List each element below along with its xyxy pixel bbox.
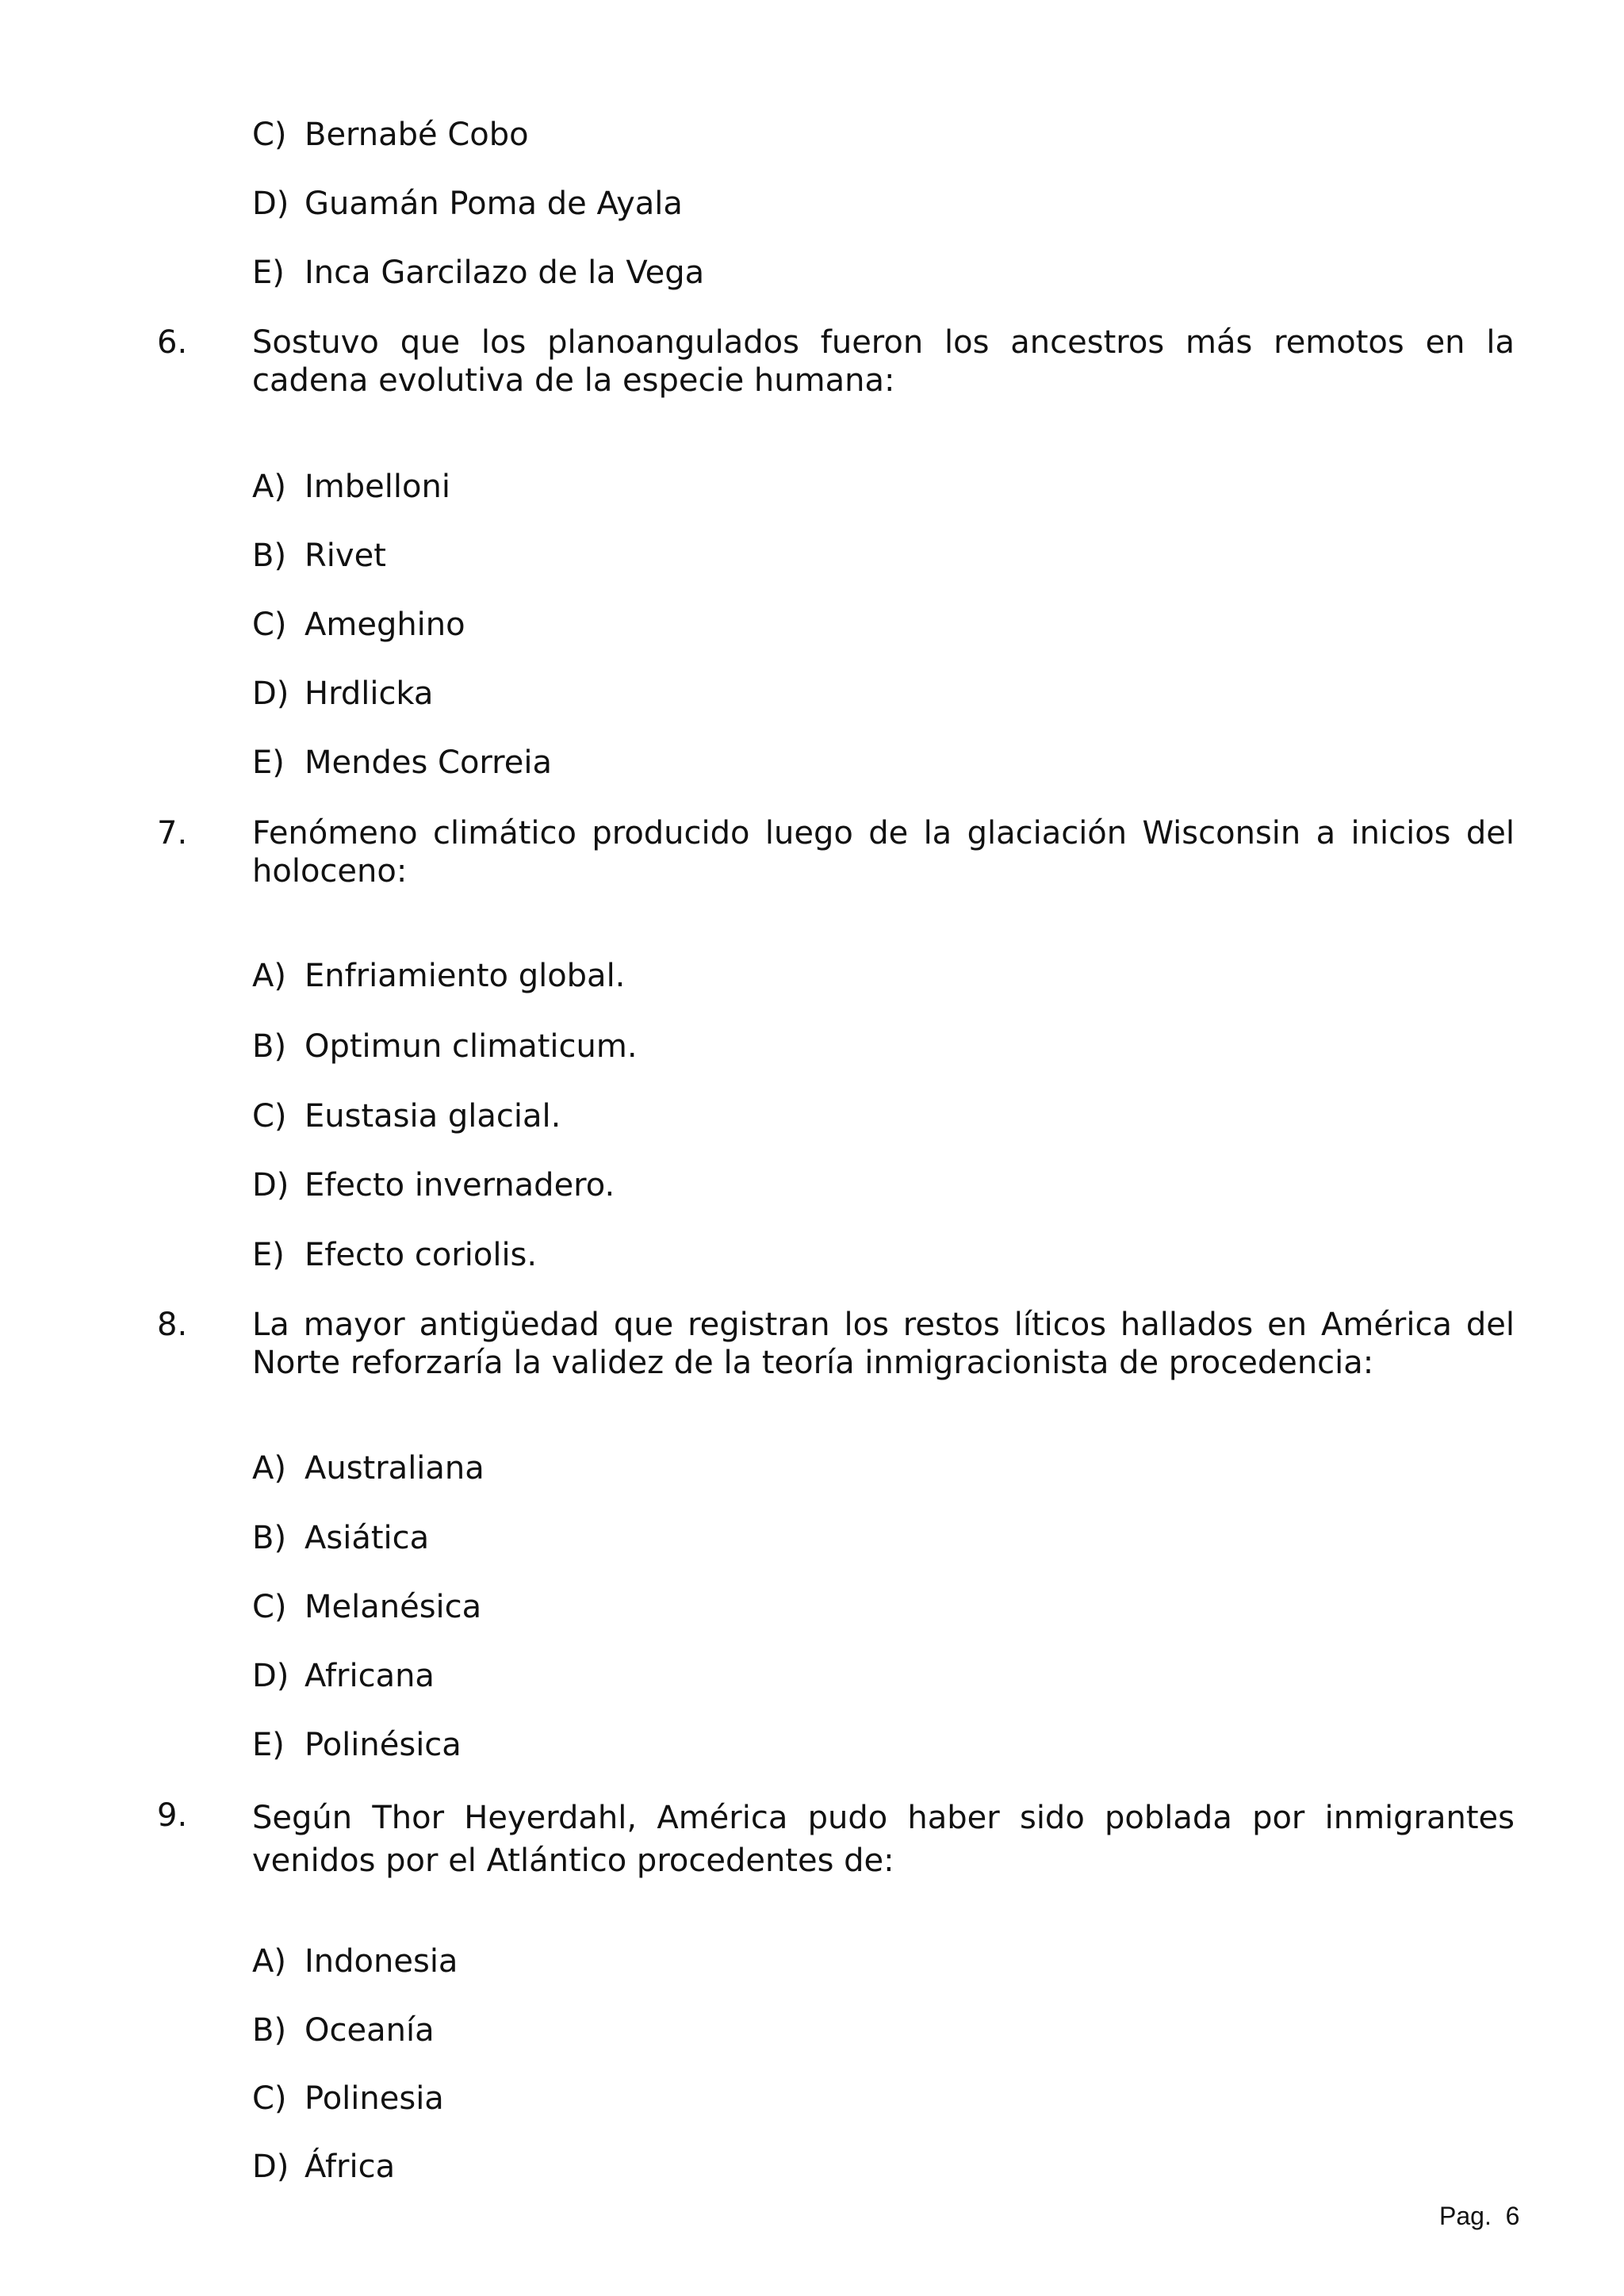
option-text: Oceanía <box>304 2012 435 2049</box>
option-letter: B) <box>252 2012 287 2049</box>
option-text: Indonesia <box>304 1943 458 1980</box>
option-text: Efecto invernadero. <box>304 1167 615 1203</box>
page-number: Pag. 6 <box>1439 2202 1520 2230</box>
option-letter: D) <box>252 1167 289 1203</box>
question-text: La mayor antigüedad que registran los restos líticos hallados en América del Norte reforzaría la validez de la teoría inmigracionista de procedencia: <box>252 1307 1515 1381</box>
option-item <box>252 1657 435 1695</box>
option-item <box>252 1726 462 1764</box>
option-letter: E) <box>252 254 285 291</box>
option-letter: C) <box>252 1098 287 1135</box>
option-text: Bernabé Cobo <box>304 117 529 153</box>
option-text: Efecto coriolis. <box>304 1237 538 1273</box>
option-item <box>252 675 433 713</box>
option-letter: B) <box>252 1028 287 1065</box>
option-letter: B) <box>252 1520 287 1556</box>
option-letter: D) <box>252 675 289 712</box>
option-item <box>252 1449 485 1487</box>
option-letter: E) <box>252 1237 285 1273</box>
option-letter: A) <box>252 1943 286 1980</box>
option-letter: C) <box>252 607 287 643</box>
option-item <box>252 1166 615 1204</box>
option-letter: D) <box>252 2149 289 2185</box>
option-letter: E) <box>252 744 285 781</box>
option-item <box>252 606 465 644</box>
question-number: 9. <box>157 1797 188 1834</box>
option-item <box>252 116 529 154</box>
option-item <box>252 468 450 506</box>
question-number: 7. <box>157 815 188 851</box>
option-text: Inca Garcilazo de la Vega <box>304 254 705 291</box>
option-letter: A) <box>252 1450 286 1487</box>
option-text: Melanésica <box>304 1589 482 1625</box>
option-text: Rivet <box>304 538 386 574</box>
option-letter: A) <box>252 958 286 994</box>
question-text: Según Thor Heyerdahl, América pudo haber sido poblada por inmigrantes venidos por el Atlántico procedentes de: <box>252 1800 1515 1879</box>
option-letter: A) <box>252 469 286 505</box>
question-text: Sostuvo que los planoangulados fueron los ancestros más remotos en la cadena evolutiva de la especie humana: <box>252 324 1515 399</box>
option-item <box>252 2080 444 2118</box>
option-text: Guamán Poma de Ayala <box>304 186 683 222</box>
option-text: Imbelloni <box>304 469 450 505</box>
option-item <box>252 185 683 223</box>
option-item <box>252 537 386 575</box>
option-text: Eustasia glacial. <box>304 1098 561 1135</box>
option-letter: D) <box>252 1658 289 1694</box>
question-text: Fenómeno climático producido luego de la glaciación Wisconsin a inicios del holoceno: <box>252 815 1515 890</box>
option-item <box>252 957 625 995</box>
option-text: Africana <box>304 1658 435 1694</box>
option-item <box>252 1588 481 1626</box>
option-letter: C) <box>252 117 287 153</box>
option-item <box>252 1236 537 1274</box>
option-item <box>252 1942 458 1980</box>
option-letter: E) <box>252 1727 285 1763</box>
option-item <box>252 1519 429 1557</box>
option-letter: D) <box>252 186 289 222</box>
option-text: Australiana <box>304 1450 485 1487</box>
option-item <box>252 2011 435 2049</box>
option-item <box>252 1027 638 1066</box>
question-number: 8. <box>157 1307 188 1343</box>
option-letter: B) <box>252 538 287 574</box>
option-text: Polinesia <box>304 2080 444 2117</box>
option-item <box>252 1097 561 1135</box>
option-text: Hrdlicka <box>304 675 434 712</box>
option-item <box>252 744 552 782</box>
option-text: Enfriamiento global. <box>304 958 626 994</box>
option-text: Asiática <box>304 1520 430 1556</box>
option-letter: C) <box>252 2080 287 2117</box>
option-text: Ameghino <box>304 607 465 643</box>
option-item <box>252 254 704 292</box>
option-text: Mendes Correia <box>304 744 552 781</box>
option-text: Polinésica <box>304 1727 462 1763</box>
option-text: África <box>304 2149 396 2185</box>
question-number: 6. <box>157 324 188 361</box>
option-item <box>252 2148 395 2186</box>
option-text: Optimun climaticum. <box>304 1028 638 1065</box>
option-letter: C) <box>252 1589 287 1625</box>
